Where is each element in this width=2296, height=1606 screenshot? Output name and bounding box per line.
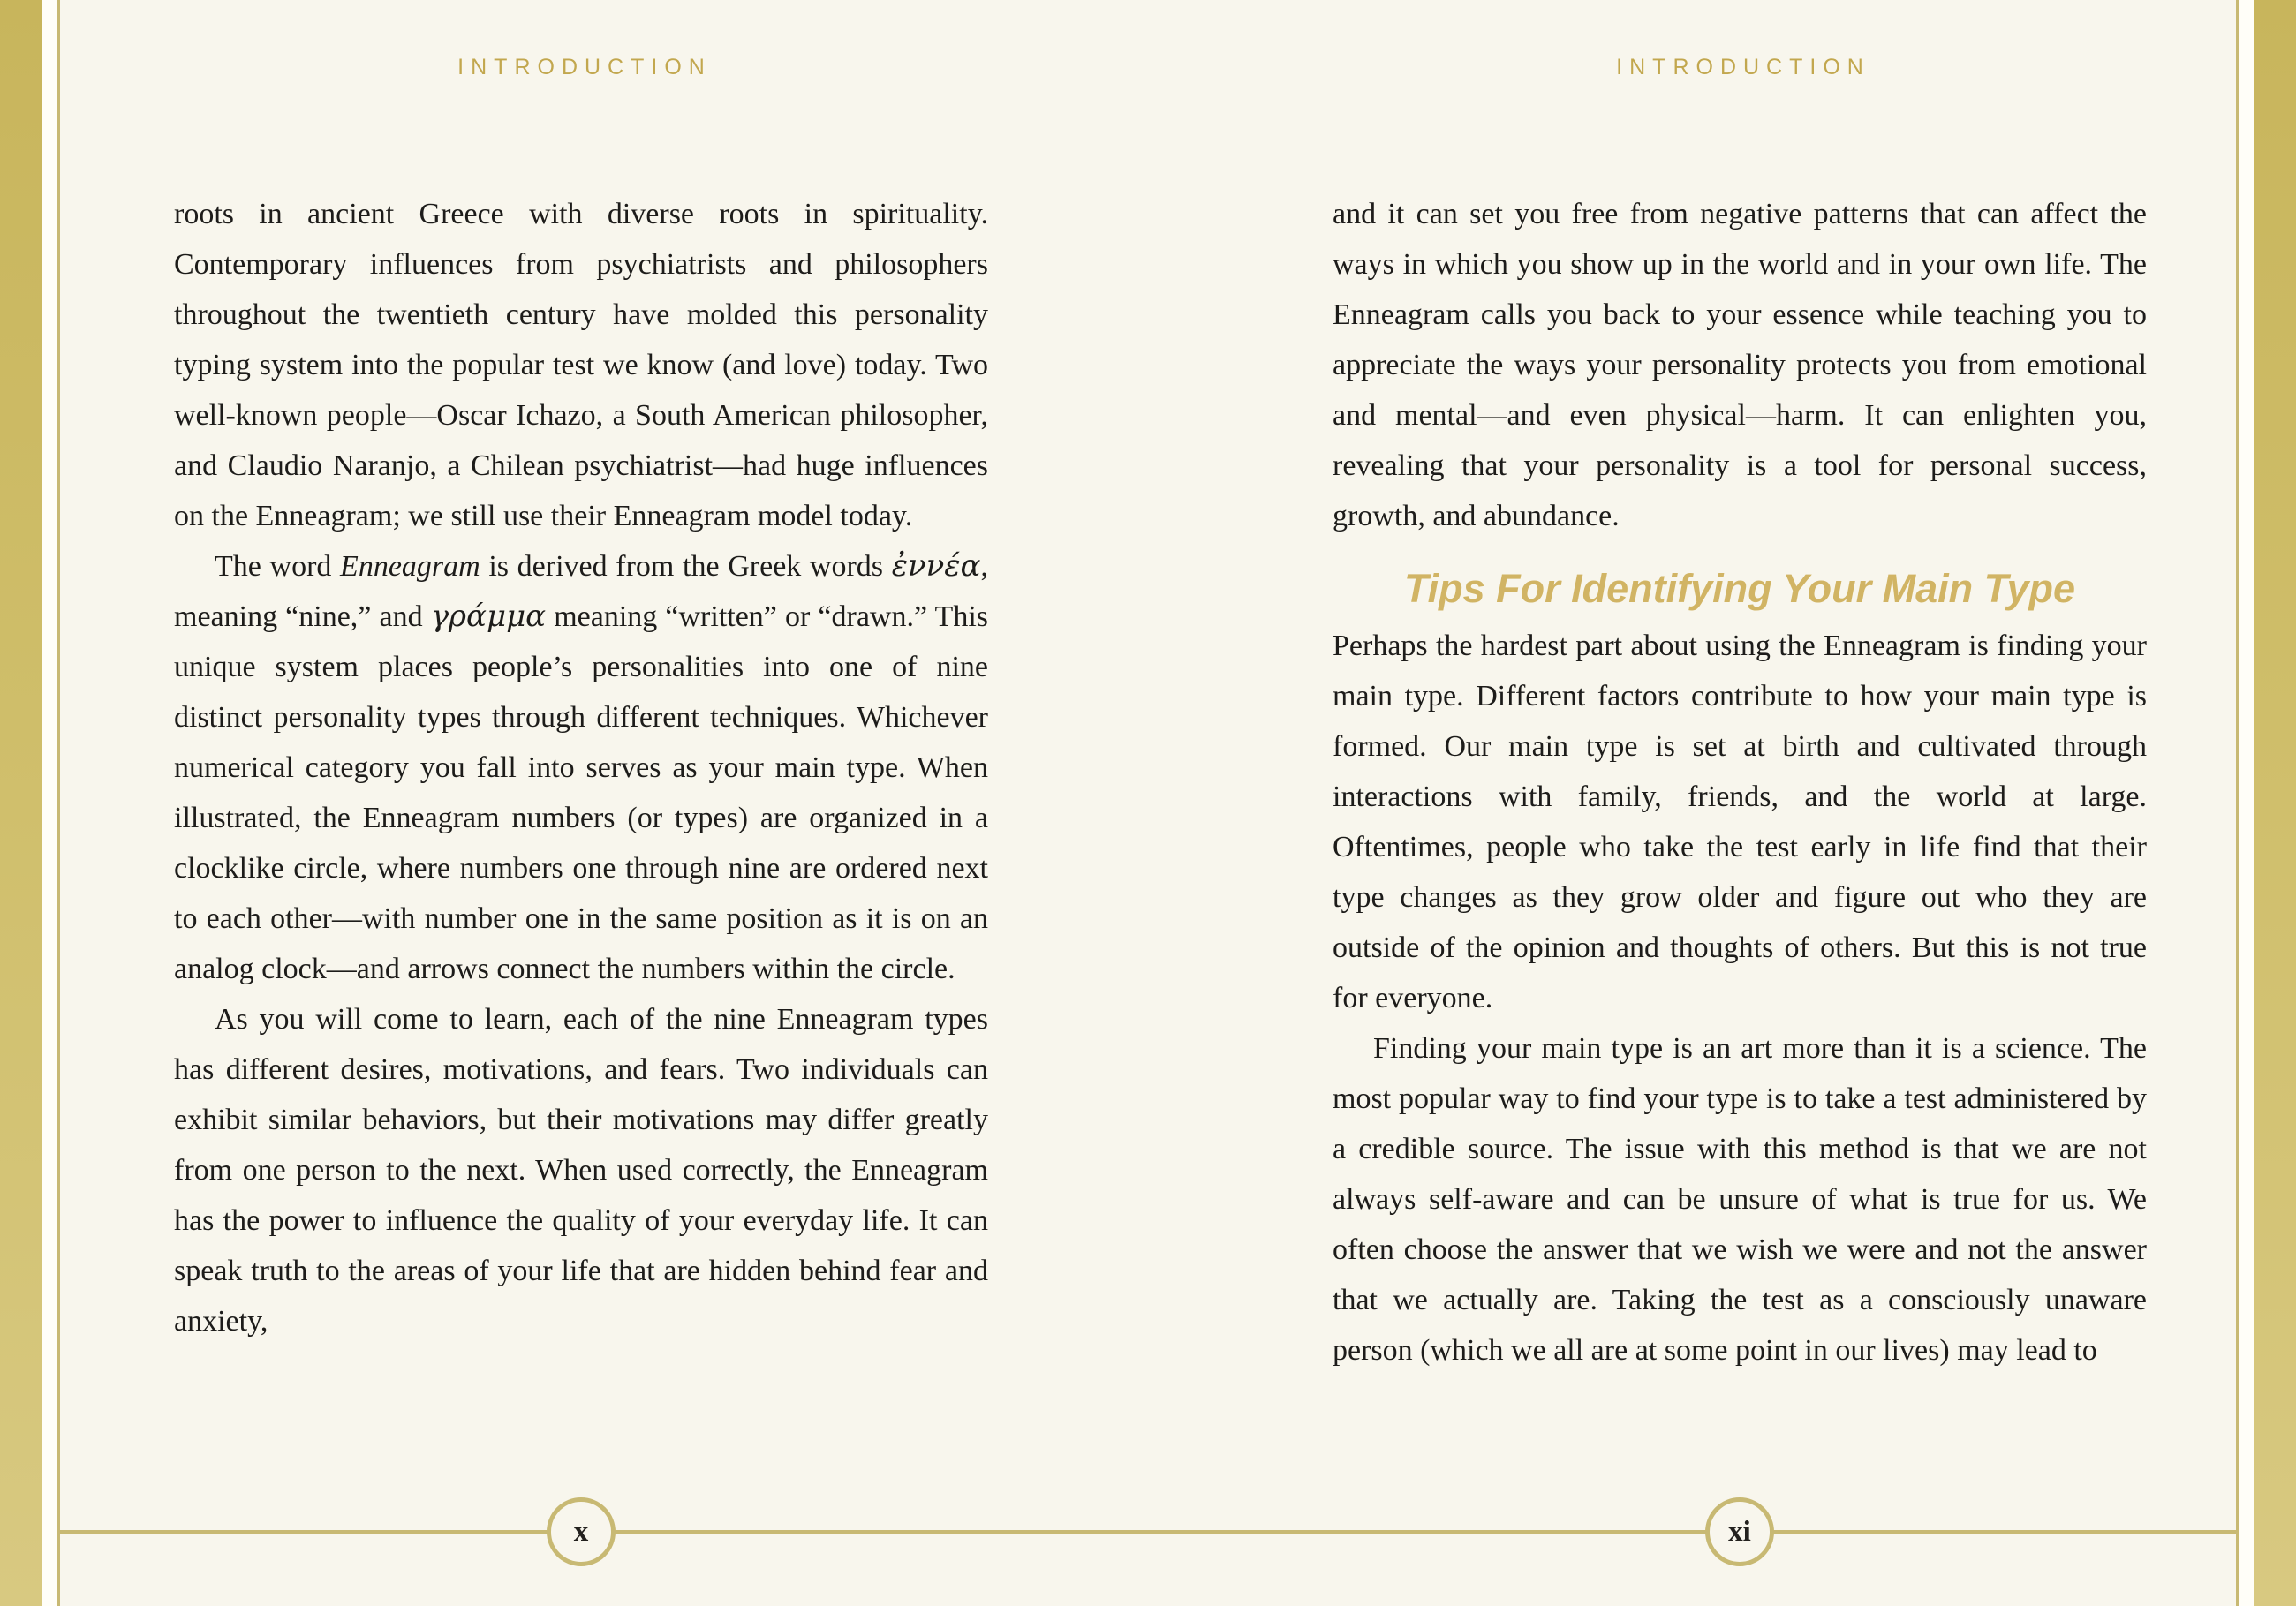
right-running-head: INTRODUCTION: [1616, 55, 1870, 79]
left-gilded-edge: [0, 0, 42, 1606]
right-gilded-edge: [2254, 0, 2296, 1606]
footer-rule: [60, 1530, 2236, 1534]
left-body-text: [174, 189, 988, 1346]
left-page-number: [547, 1497, 616, 1566]
body-paragraph: As you will come to learn, each of the nine Enneagram types has different desires, motivations, and fears. Two individuals can exhibit similar behaviors, but their motivations may differ greatly from one person to the next. When used correctly, the Enneagram has the power to influence the quality of your everyday life. It can speak truth to the areas of your life that are hidden behind fear and anxiety,: [174, 1003, 988, 1338]
right-page: [1333, 0, 2147, 1501]
right-body-text: [1333, 189, 2147, 1376]
left-page: [174, 0, 988, 1501]
right-paragraphs-top: [1333, 189, 2147, 541]
body-paragraph: The word Enneagram is derived from the Greek words ἐννέα, meaning “nine,” and γράμμα meaning “written” or “drawn.” This unique system places people’s personalities into one of nine distinct personality types through different techniques. Whichever numerical category you fall into serves as your main type. When illustrated, the Enneagram numbers (or types) are organized in a clocklike circle, where numbers one through nine are ordered next to each other—with number one in the same position as it is on an analog clock—and arrows connect the numbers within the circle.: [174, 548, 988, 985]
right-folio: xi: [1728, 1515, 1751, 1548]
body-paragraph: and it can set you free from negative patterns that can affect the ways in which you show up in the world and in your own life. The Enneagram calls you back to your essence while teaching you to appreciate the ways your personality protects you from emotional and mental—and even physical—harm. It can enlighten you, revealing that your personality is a tool for personal success, growth, and abundance.: [1333, 198, 2147, 532]
left-folio: x: [573, 1515, 589, 1548]
body-paragraph: Finding your main type is an art more than it is a science. The most popular way to find your type is to take a test administered by a credible source. The issue with this method is that we are not always self-aware and can be unsure of what is true for us. We often choose the answer that we wish we were and not the answer that we actually are. Taking the test as a consciously unaware person (which we all are at some point in our lives) may lead to: [1333, 1032, 2147, 1367]
section-heading: Tips For Identifying Your Main Type: [1403, 566, 2076, 611]
right-page-number: [1705, 1497, 1774, 1566]
body-paragraph: roots in ancient Greece with diverse roots in spirituality. Contemporary influences from psychiatrists and philosophers throughout the twentieth century have molded this personality typing system into the popular test we know (and love) today. Two well-known people—Oscar Ichazo, a South American philosopher, and Claudio Naranjo, a Chilean psychiatrist—had huge influences on the Enneagram; we still use their Enneagram model today.: [174, 198, 988, 532]
body-paragraph: Perhaps the hardest part about using the Enneagram is finding your main type. Different factors contribute to how your main type is formed. Our main type is set at birth and cultivated through interactions with family, friends, and the world at large. Oftentimes, people who take the test early in life find that their type changes as they grow older and figure out who they are outside of the opinion and thoughts of others. But this is not true for everyone.: [1333, 630, 2147, 1014]
right-paragraphs-bottom: [1333, 621, 2147, 1376]
left-running-head: INTRODUCTION: [457, 55, 712, 79]
